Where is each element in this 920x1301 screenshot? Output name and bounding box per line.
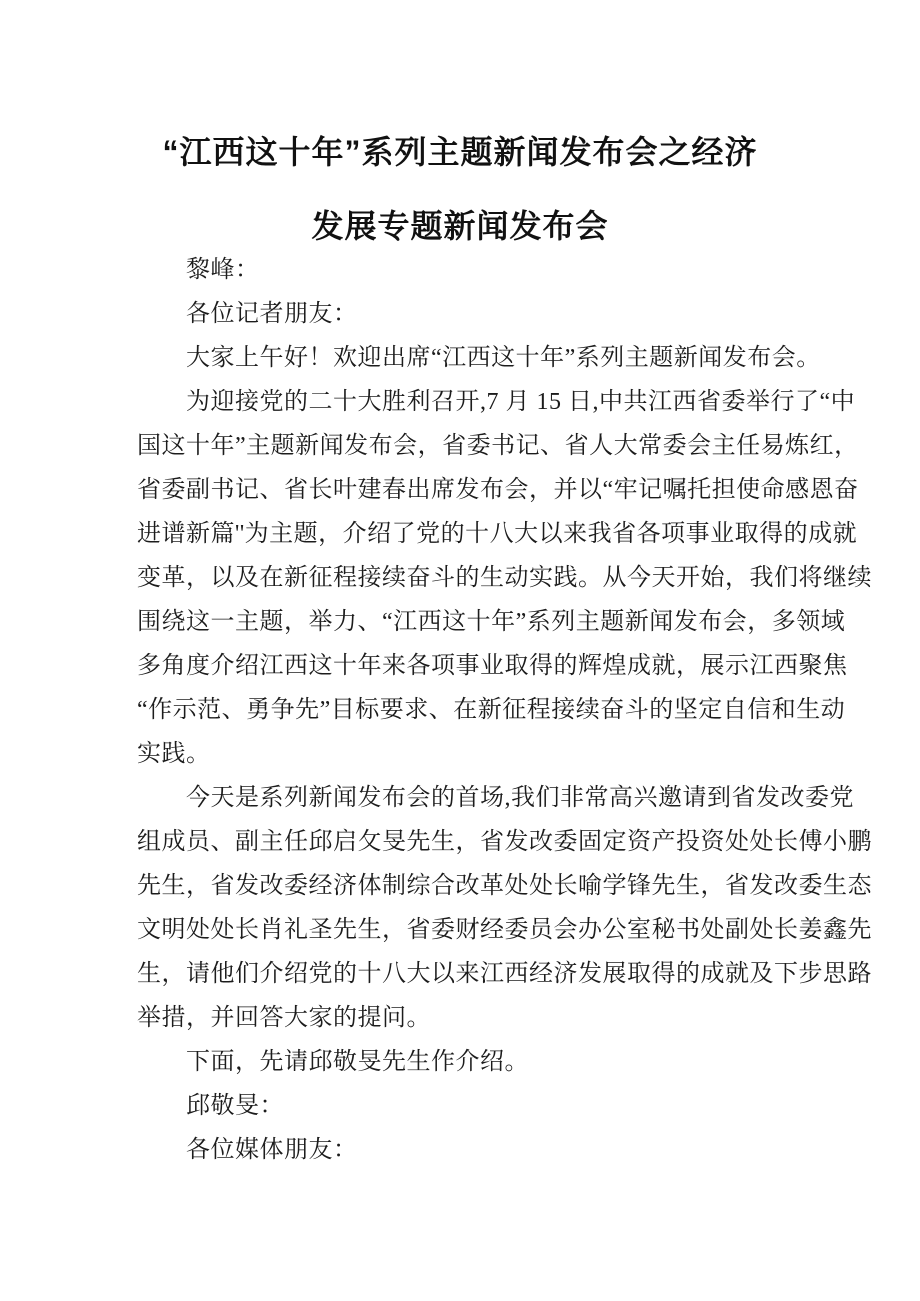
body-line: 为迎接党的二十大胜利召开,7 月 15 日,中共江西省委举行了“中 <box>186 389 856 415</box>
body-line: 进谱新篇''为主题，介绍了党的十八大以来我省各项事业取得的成就 <box>137 521 858 547</box>
body-line: 举措，并回答大家的提问。 <box>137 1005 431 1031</box>
body-line: 今天是系列新闻发布会的首场,我们非常高兴邀请到省发改委党 <box>186 785 854 811</box>
document-title-line-2: 发展专题新闻发布会 <box>311 208 609 244</box>
body-line: 黎峰： <box>186 257 260 283</box>
body-line: 省委副书记、省长叶建春出席发布会，并以“牢记嘱托担使命感恩奋 <box>137 477 859 503</box>
document-title <box>0 115 920 263</box>
body-line: 围绕这一主题，举力、“江西这十年”系列主题新闻发布会，多领域 <box>137 609 846 635</box>
body-line: 各位记者朋友： <box>186 301 358 327</box>
body-line: 实践。 <box>137 741 211 767</box>
body-line: 下面，先请邱敬旻先生作介绍。 <box>186 1049 529 1075</box>
document-body <box>137 248 872 1172</box>
document-title-line-1: “江西这十年”系列主题新闻发布会之经济 <box>162 134 758 170</box>
body-line: 组成员、副主任邱启攵旻先生，省发改委固定资产投资处处长傅小鹏 <box>137 829 872 855</box>
body-line: “作示范、勇争先”目标要求、在新征程接续奋斗的坚定自信和生动 <box>137 697 846 723</box>
body-line: 变革，以及在新征程接续奋斗的生动实践。从今天开始，我们将继续 <box>137 565 872 591</box>
body-line: 大家上午好！欢迎出席“江西这十年”系列主题新闻发布会。 <box>186 345 821 371</box>
body-line: 国这十年”主题新闻发布会，省委书记、省人大常委会主任易炼红， <box>137 433 859 459</box>
body-line: 生，请他们介绍党的十八大以来江西经济发展取得的成就及下步思路 <box>137 961 872 987</box>
body-line: 先生，省发改委经济体制综合改革处处长喻学锋先生，省发改委生态 <box>137 873 872 899</box>
body-line: 各位媒体朋友： <box>186 1137 358 1163</box>
body-line: 多角度介绍江西这十年来各项事业取得的辉煌成就，展示江西聚焦 <box>137 653 848 679</box>
body-line: 文明处处长肖礼圣先生，省委财经委员会办公室秘书处副处长姜鑫先 <box>137 917 872 943</box>
body-line: 邱敬旻： <box>186 1093 284 1119</box>
